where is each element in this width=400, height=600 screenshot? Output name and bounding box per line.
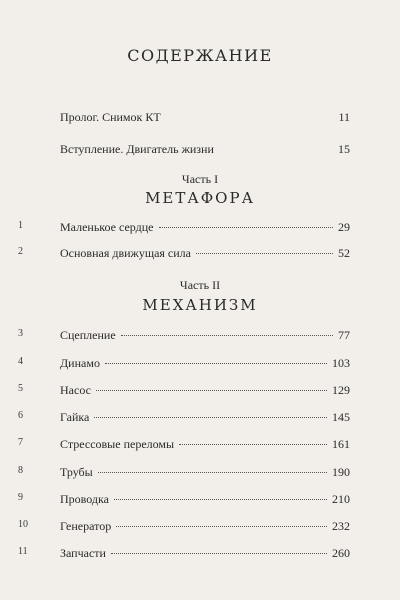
- entry-title: Генератор: [60, 519, 112, 533]
- chapter-number: 4: [18, 356, 23, 367]
- part-1-title: МЕТАФОРА: [145, 189, 255, 207]
- part-2-title: МЕХАНИЗМ: [142, 296, 258, 314]
- chapter-number: 8: [18, 465, 23, 476]
- entry-page: 161: [332, 437, 350, 451]
- entry-page: 103: [332, 356, 350, 370]
- toc-entry-prologue[interactable]: [60, 110, 350, 130]
- chapter-number: 7: [18, 437, 23, 448]
- leader: [94, 417, 327, 418]
- leader: [96, 390, 327, 391]
- entry-title: Запчасти: [60, 546, 106, 560]
- toc-entry-chapter-2[interactable]: [18, 246, 350, 266]
- entry-page: 52: [338, 246, 350, 260]
- toc-entry-chapter-3[interactable]: [18, 328, 350, 348]
- leader: [116, 526, 327, 527]
- chapter-number: 9: [18, 492, 23, 503]
- toc-entry-chapter-5[interactable]: [18, 383, 350, 403]
- entry-page: 15: [338, 142, 350, 156]
- toc-entry-introduction[interactable]: [60, 142, 350, 162]
- entry-title: Стрессовые переломы: [60, 437, 175, 451]
- toc-entry-chapter-4[interactable]: [18, 356, 350, 376]
- leader: [111, 553, 327, 554]
- leader: [98, 472, 327, 473]
- part-2-label: Часть II: [179, 278, 221, 292]
- toc-entry-chapter-10[interactable]: [18, 519, 350, 539]
- entry-page: 210: [332, 492, 350, 506]
- entry-title: Проводка: [60, 492, 109, 506]
- toc-entry-chapter-6[interactable]: [18, 410, 350, 430]
- leader: [114, 499, 327, 500]
- entry-title: Насос: [60, 383, 91, 397]
- entry-title: Вступление. Двигатель жизни: [60, 142, 214, 156]
- toc-entry-chapter-1[interactable]: [18, 220, 350, 240]
- chapter-number: 5: [18, 383, 23, 394]
- entry-page: 11: [338, 110, 350, 124]
- entry-page: 260: [332, 546, 350, 560]
- toc-entry-chapter-9[interactable]: [18, 492, 350, 512]
- chapter-number: 10: [18, 519, 28, 530]
- leader: [121, 335, 333, 336]
- entry-title: Пролог. Снимок КТ: [60, 110, 161, 124]
- leader: [196, 253, 333, 254]
- chapter-number: 6: [18, 410, 23, 421]
- part-1-label: Часть I: [181, 172, 219, 186]
- entry-title: Сцепление: [60, 328, 116, 342]
- leader: [105, 363, 327, 364]
- leader: [179, 444, 327, 445]
- entry-page: 145: [332, 410, 350, 424]
- entry-title: Основная движущая сила: [60, 246, 191, 260]
- entry-title: Трубы: [60, 465, 93, 479]
- chapter-number: 11: [18, 546, 28, 557]
- entry-title: Гайка: [60, 410, 90, 424]
- entry-page: 129: [332, 383, 350, 397]
- chapter-number: 3: [18, 328, 23, 339]
- entry-title: Маленькое сердце: [60, 220, 154, 234]
- toc-entry-chapter-7[interactable]: [18, 437, 350, 457]
- toc-title: СОДЕРЖАНИЕ: [127, 46, 273, 65]
- toc-entry-chapter-8[interactable]: [18, 465, 350, 485]
- entry-page: 29: [338, 220, 350, 234]
- chapter-number: 2: [18, 246, 23, 257]
- chapter-number: 1: [18, 220, 23, 231]
- entry-title: Динамо: [60, 356, 100, 370]
- entry-page: 190: [332, 465, 350, 479]
- entry-page: 77: [338, 328, 350, 342]
- leader: [159, 227, 334, 228]
- toc-entry-chapter-11[interactable]: [18, 546, 350, 566]
- entry-page: 232: [332, 519, 350, 533]
